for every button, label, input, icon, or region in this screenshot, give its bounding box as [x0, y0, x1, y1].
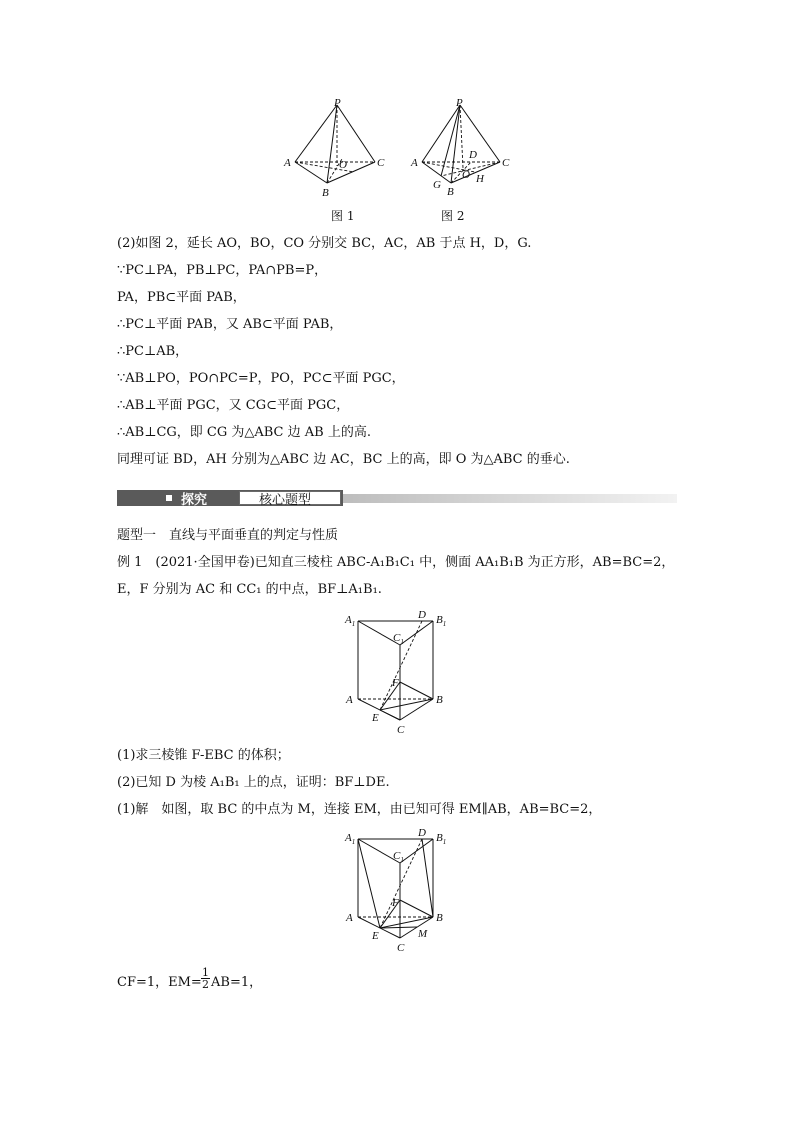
banner-gradient-bar: [343, 494, 677, 503]
solution-line: (1)解 如图，取 BC 的中点为 M，连接 EM，由已知可得 EM∥AB，AB=BC=2，: [117, 802, 602, 817]
prism1-label-b1: $B_1$: [436, 614, 447, 628]
solution-line: ∵PC⊥PA，PB⊥PC，PA∩PB=P，: [117, 263, 328, 278]
solution-line: ∴AB⊥平面 PGC，又 CG⊂平面 PGC，: [117, 398, 350, 413]
banner-title: 核心题型: [259, 493, 312, 508]
fig1-caption: 图 1: [331, 209, 355, 223]
solution-line: ∴PC⊥AB，: [117, 344, 189, 359]
solution-line: ∴PC⊥平面 PAB，又 AB⊂平面 PAB，: [117, 317, 343, 332]
prism1-label-a1: $A_1$: [345, 614, 356, 628]
solution-line: ∵AB⊥PO，PO∩PC=P，PO，PC⊂平面 PGC，: [117, 371, 405, 386]
fig2-label-b: B: [447, 186, 454, 198]
prism-figure-2: [340, 826, 458, 956]
prism2-label-d: D: [418, 827, 426, 839]
question-2: (2)已知 D 为棱 A₁B₁ 上的点，证明：BF⊥DE.: [117, 775, 390, 790]
prism2-label-m: M: [418, 928, 428, 940]
fig2-caption: 图 2: [441, 209, 465, 223]
question-1: (1)求三棱锥 F-EBC 的体积；: [117, 748, 290, 763]
fraction-one-half: [201, 967, 210, 990]
prism1-label-e: E: [372, 712, 379, 724]
fig1-label-o: O: [339, 159, 347, 171]
fig2-label-d: D: [469, 149, 477, 161]
fig1-label-p: P: [334, 97, 341, 109]
cf-line-right: AB=1，: [211, 975, 263, 990]
fig2-label-o: O: [462, 169, 470, 181]
cf-line-left: CF=1，EM=: [117, 975, 202, 990]
example-line: 例 1 (2021·全国甲卷)已知直三棱柱 ABC-A₁B₁C₁ 中，侧面 AA₁B₁B 为正方形，AB=BC=2，: [117, 555, 675, 570]
prism2-label-b: B: [436, 912, 443, 924]
fraction-denominator: 2: [202, 978, 209, 991]
prism1-label-c: C: [397, 724, 405, 736]
square-bullet-icon: [166, 495, 172, 501]
figure-1-tetrahedron: [280, 96, 390, 201]
prism1-label-d: D: [418, 609, 426, 621]
solution-line: (2)如图 2，延长 AO，BO，CO 分别交 BC，AC，AB 于点 H，D，G.: [117, 236, 532, 251]
figure-2-tetrahedron: [405, 96, 520, 201]
solution-line: PA，PB⊂平面 PAB，: [117, 290, 246, 305]
prism1-label-c1: $C_1$: [393, 632, 404, 646]
fig2-label-h: H: [476, 173, 484, 185]
prism1-label-a: A: [346, 694, 353, 706]
fig2-label-g: G: [433, 179, 441, 191]
prism2-label-a1: $A_1$: [345, 832, 356, 846]
prism1-label-b: B: [436, 694, 443, 706]
example-line: E，F 分别为 AC 和 CC₁ 的中点，BF⊥A₁B₁.: [117, 582, 382, 597]
prism2-label-f: F: [392, 897, 399, 909]
fig2-label-a: A: [411, 157, 418, 169]
fig2-label-c: C: [502, 157, 510, 169]
prism2-label-c1: $C_1$: [393, 850, 404, 864]
prism2-label-a: A: [346, 912, 353, 924]
fig1-label-a: A: [284, 157, 291, 169]
fraction-numerator: 1: [202, 966, 209, 979]
section-heading: 题型一 直线与平面垂直的判定与性质: [117, 528, 339, 543]
banner-tag: 探究: [181, 493, 208, 508]
prism2-label-e: E: [372, 930, 379, 942]
solution-line: 同理可证 BD，AH 分别为△ABC 边 AC，BC 上的高，即 O 为△ABC 的垂心.: [117, 452, 570, 467]
section-banner: [117, 488, 677, 508]
prism2-label-c: C: [397, 942, 405, 954]
prism-figure-1: [340, 608, 458, 738]
solution-line: ∴AB⊥CG，即 CG 为△ABC 边 AB 上的高.: [117, 425, 371, 440]
prism2-label-b1: $B_1$: [436, 832, 447, 846]
fig1-label-c: C: [377, 157, 385, 169]
fig1-label-b: B: [322, 187, 329, 199]
prism1-label-f: F: [392, 677, 399, 689]
fig2-label-p: P: [456, 97, 463, 109]
